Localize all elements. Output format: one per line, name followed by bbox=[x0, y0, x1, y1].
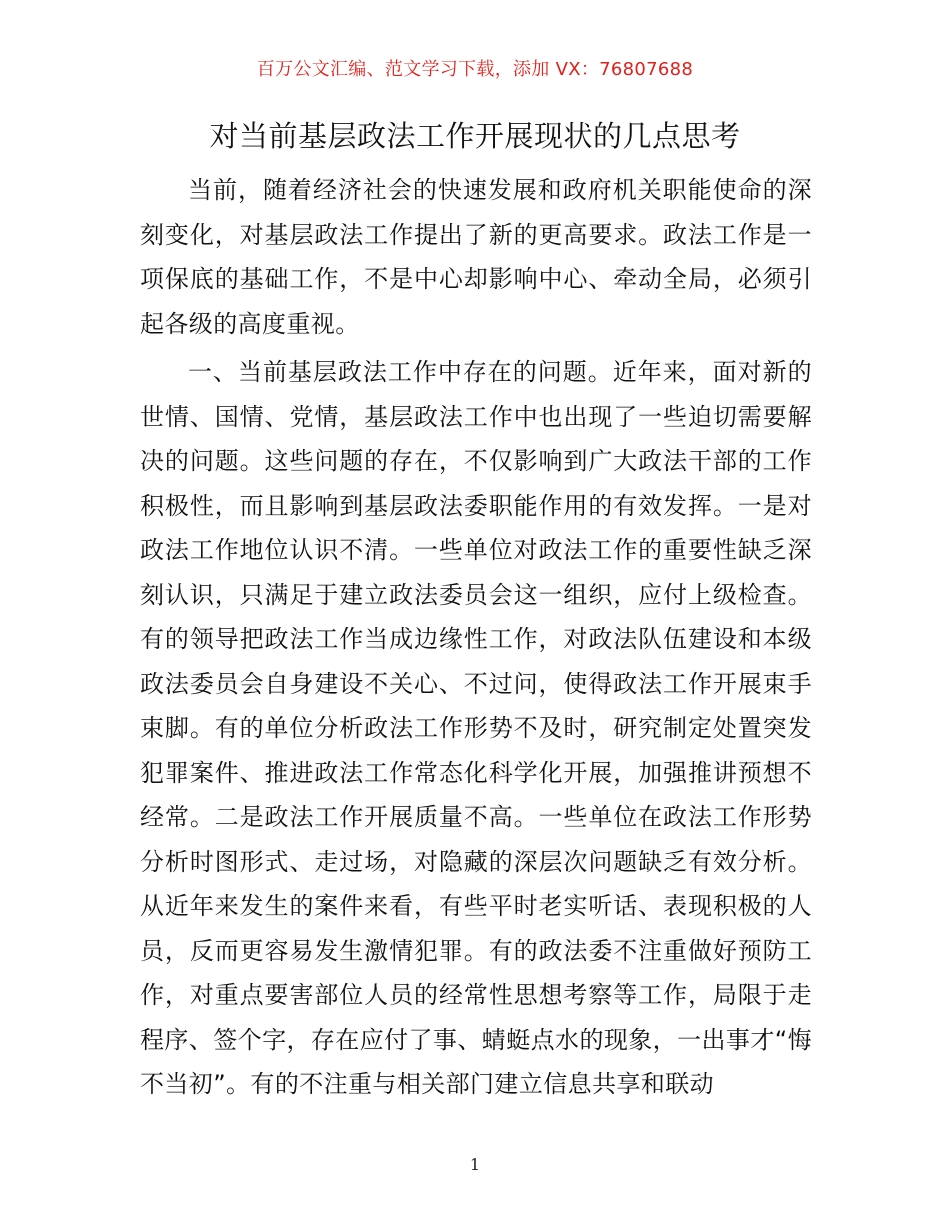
body-paragraph-intro: 当前，随着经济社会的快速发展和政府机关职能使命的深刻变化，对基层政法工作提出了新的更高要求。政法工作是一项保底的基础工作，不是中心却影响中心、牵动全局，必须引起各级的高度重视。 bbox=[140, 176, 812, 338]
document-title: 对当前基层政法工作开展现状的几点思考 bbox=[209, 119, 741, 153]
page-number: 1 bbox=[469, 1155, 481, 1174]
body-paragraph-problems: 一、当前基层政法工作中存在的问题。近年来，面对新的世情、国情、党情，基层政法工作中也出现了一些迫切需要解决的问题。这些问题的存在，不仅影响到广大政法干部的工作积极性，而且影响到基层政法委职能作用的有效发挥。一是对政法工作地位认识不清。一些单位对政法工作的重要性缺乏深刻认识，只满足于建立政法委员会这一组织，应付上级检查。有的领导把政法工作当成边缘性工作，对政法队伍建设和本级政法委员会自身建设不关心、不过问，使得政法工作开展束手束脚。有的单位分析政法工作形势不及时，研究制定处置突发犯罪案件、推进政法工作常态化科学化开展，加强推讲预想不经常。二是政法工作开展质量不高。一些单位在政法工作形势分析时图形式、走过场，对隐藏的深层次问题缺乏有效分析。从近年来发生的案件来看，有些平时老实听话、表现积极的人员，反而更容易发生激情犯罪。有的政法委不注重做好预防工作，对重点要害部位人员的经常性思想考察等工作，局限于走程序、签个字，存在应付了事、蜻蜓点水的现象，一出事才“悔不当初”。有的不注重与相关部门建立信息共享和联动 bbox=[140, 358, 812, 1098]
header-watermark-note: 百万公文汇编、范文学习下载，添加 VX：76807688 bbox=[256, 59, 694, 80]
